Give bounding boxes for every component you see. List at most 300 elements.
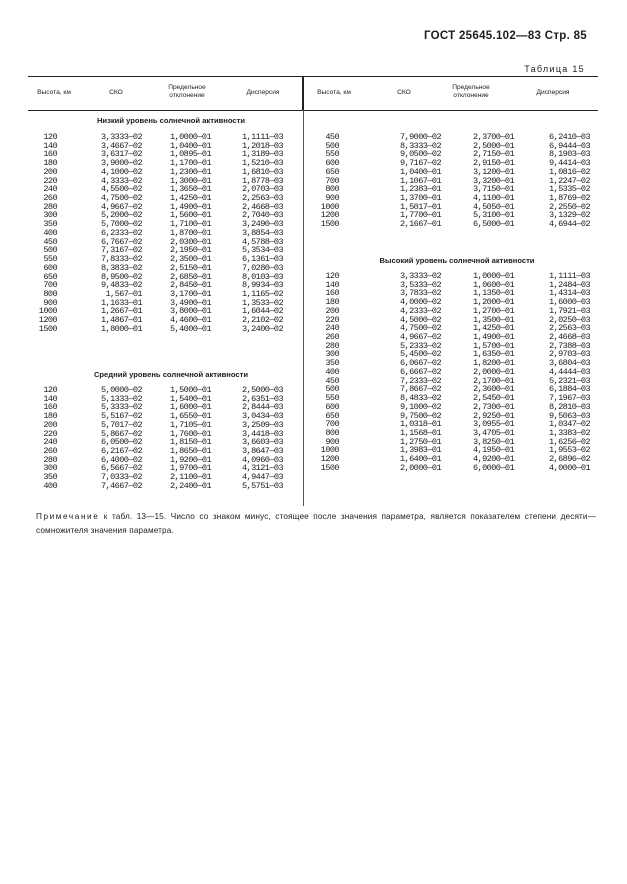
note-label: Примечание: [36, 512, 100, 521]
cell-sko: 4,5500—02: [100, 184, 142, 195]
cell-sko: 1,0400—01: [399, 166, 441, 177]
cell-dispersion: 3,1329—02: [548, 210, 590, 221]
cell-deviation: 1,3500—01: [472, 314, 514, 325]
cell-dispersion: 1,6256—02: [548, 436, 590, 447]
cell-deviation: 2,3500—01: [169, 254, 211, 265]
page-header: [424, 30, 587, 42]
cell-sko: 1,5017—01: [399, 201, 441, 212]
cell-dispersion: 5,5751—03: [241, 480, 283, 491]
cell-deviation: 1,8700—01: [169, 227, 211, 238]
cell-height: 700: [325, 175, 339, 186]
table-note: [36, 510, 596, 538]
cell-height: 240: [43, 437, 57, 448]
cell-sko: 7,2333—02: [399, 375, 441, 386]
cell-sko: 9,4833—02: [100, 280, 142, 291]
cell-deviation: 1,5600—01: [169, 210, 211, 221]
cell-deviation: 4,1950—01: [472, 445, 514, 456]
cell-height: 300: [43, 210, 57, 221]
cell-sko: 1,1633—01: [100, 297, 142, 308]
cell-sko: 4,9667—02: [100, 201, 142, 212]
cell-deviation: 2,5000—01: [472, 140, 514, 151]
cell-deviation: 1,6000—01: [169, 402, 211, 413]
cell-sko: 6,2167—02: [100, 446, 142, 457]
col-header-sko: СКО: [397, 89, 411, 96]
cell-height: 600: [325, 158, 339, 169]
cell-height: 1000: [38, 306, 57, 317]
cell-sko: 1,2383—01: [399, 184, 441, 195]
cell-dispersion: 2,6896—02: [548, 454, 590, 465]
cell-height: 900: [325, 193, 339, 204]
cell-sko: 1,6400—01: [399, 454, 441, 465]
cell-dispersion: 3,6603—03: [241, 437, 283, 448]
cell-deviation: 1,5700—01: [472, 340, 514, 351]
cell-deviation: 2,0000—01: [472, 366, 514, 377]
cell-height: 180: [43, 411, 57, 422]
cell-deviation: 3,1200—01: [472, 166, 514, 177]
cell-dispersion: 2,0250—03: [548, 314, 590, 325]
table-row: [303, 464, 603, 473]
cell-deviation: 3,0955—01: [472, 419, 514, 430]
cell-deviation: 4,9200—01: [472, 454, 514, 465]
cell-deviation: 4,5050—01: [472, 201, 514, 212]
cell-deviation: 3,4900—01: [169, 297, 211, 308]
cell-sko: 9,7500—02: [399, 410, 441, 421]
cell-dispersion: 3,8647—03: [241, 446, 283, 457]
cell-height: 800: [325, 427, 339, 438]
cell-deviation: 1,0895—01: [169, 149, 211, 160]
cell-sko: 1,1568—01: [399, 427, 441, 438]
cell-dispersion: 8,2810—03: [548, 401, 590, 412]
cell-height: 800: [325, 184, 339, 195]
cell-sko: 4,7500—02: [399, 323, 441, 334]
col-header-height: Высота, км: [317, 89, 351, 96]
cell-sko: 3,3333—02: [100, 132, 142, 142]
cell-sko: 1,4867—01: [100, 315, 142, 326]
cell-sko: 5,7017—02: [100, 419, 142, 430]
cell-dispersion: 1,8778—03: [241, 175, 283, 186]
cell-deviation: 3,8000—01: [169, 306, 211, 317]
col-header-sko: СКО: [109, 89, 123, 96]
section-title-high: Высокий уровень солнечной активности: [379, 256, 535, 265]
cell-height: 160: [43, 149, 57, 160]
cell-deviation: 1,0000—01: [169, 132, 211, 142]
cell-height: 180: [43, 158, 57, 169]
cell-dispersion: 4,9447—03: [241, 472, 283, 483]
cell-deviation: 2,6850—01: [169, 271, 211, 282]
cell-height: 700: [325, 419, 339, 430]
cell-dispersion: 1,0347—02: [548, 419, 590, 430]
cell-dispersion: 2,5000—03: [241, 385, 283, 395]
cell-sko: 6,0667—02: [399, 358, 441, 369]
cell-height: 1500: [38, 323, 57, 334]
cell-dispersion: 7,1967—03: [548, 393, 590, 404]
cell-sko: 2,0000—01: [399, 462, 441, 473]
cell-dispersion: 5,2321—03: [548, 375, 590, 386]
cell-dispersion: 1,6000—03: [548, 297, 590, 308]
cell-sko: 6,5667—02: [100, 463, 142, 474]
cell-height: 800: [43, 288, 57, 299]
cell-height: 200: [43, 419, 57, 430]
cell-deviation: 3,8250—01: [472, 436, 514, 447]
table-top-rule: [28, 76, 598, 77]
cell-sko: 3,6317—02: [100, 149, 142, 160]
cell-dispersion: 1,2018—03: [241, 140, 283, 151]
cell-height: 120: [325, 271, 339, 281]
cell-dispersion: 4,6944—02: [548, 219, 590, 230]
cell-sko: 9,0500—02: [399, 149, 441, 160]
cell-dispersion: 1,8769—02: [548, 193, 590, 204]
cell-dispersion: 6,9444—03: [548, 140, 590, 151]
table-row: [303, 220, 603, 229]
table-block-medium-right: [303, 133, 603, 229]
cell-dispersion: 1,1111—03: [548, 271, 590, 281]
cell-sko: 6,6667—02: [399, 366, 441, 377]
cell-deviation: 2,7300—01: [472, 401, 514, 412]
cell-sko: 1,3700—01: [399, 193, 441, 204]
cell-height: 280: [325, 340, 339, 351]
cell-dispersion: 4,0960—03: [241, 454, 283, 465]
cell-deviation: 3,1700—01: [169, 288, 211, 299]
cell-dispersion: 1,3189—03: [241, 149, 283, 160]
cell-deviation: 1,8650—01: [169, 446, 211, 457]
cell-dispersion: 5,3534—03: [241, 245, 283, 256]
cell-sko: 5,7000—02: [100, 219, 142, 230]
cell-deviation: 2,3600—01: [472, 384, 514, 395]
cell-sko: 7,3167—02: [100, 245, 142, 256]
table-block-low: [0, 133, 303, 334]
table-title: Таблица 15: [524, 64, 585, 74]
cell-sko: 1,567—01: [105, 288, 142, 299]
cell-sko: 7,0333—02: [100, 472, 142, 483]
cell-height: 550: [325, 149, 339, 160]
col-header-deviation: [152, 84, 222, 100]
cell-deviation: 1,7600—01: [169, 428, 211, 439]
cell-dispersion: 3,0434—03: [241, 411, 283, 422]
cell-height: 260: [43, 193, 57, 204]
cell-deviation: 1,2700—01: [472, 305, 514, 316]
cell-height: 220: [43, 175, 57, 186]
cell-sko: 7,9000—02: [399, 132, 441, 142]
cell-deviation: 2,5450—01: [472, 393, 514, 404]
cell-sko: 5,1333—02: [100, 393, 142, 404]
section-title-medium: Средний уровень солнечной активности: [93, 370, 249, 379]
cell-dispersion: 2,6351—03: [241, 393, 283, 404]
cell-dispersion: 4,4444—03: [548, 366, 590, 377]
cell-height: 650: [43, 271, 57, 282]
cell-deviation: 2,5150—01: [169, 262, 211, 273]
cell-height: 700: [43, 280, 57, 291]
col-header-deviation-line2: отклонение: [169, 92, 205, 99]
col-header-height: Высота, км: [37, 89, 71, 96]
cell-dispersion: 3,2400—02: [241, 323, 283, 334]
cell-height: 280: [43, 454, 57, 465]
cell-height: 1000: [320, 201, 339, 212]
cell-height: 400: [43, 480, 57, 491]
cell-height: 180: [325, 297, 339, 308]
cell-height: 140: [43, 393, 57, 404]
cell-dispersion: 9,4414—03: [548, 158, 590, 169]
cell-height: 300: [325, 349, 339, 360]
cell-deviation: 6,0000—01: [472, 462, 514, 473]
cell-dispersion: 8,1903—03: [548, 149, 590, 160]
cell-deviation: 6,5000—01: [472, 219, 514, 230]
cell-deviation: 1,2000—01: [472, 297, 514, 308]
cell-dispersion: 2,0703—03: [241, 184, 283, 195]
cell-height: 500: [325, 384, 339, 395]
cell-height: 550: [325, 393, 339, 404]
cell-deviation: 2,1100—01: [169, 472, 211, 483]
cell-height: 280: [43, 201, 57, 212]
cell-height: 240: [43, 184, 57, 195]
cell-dispersion: 8,9934—03: [241, 280, 283, 291]
cell-dispersion: 1,3533—02: [241, 297, 283, 308]
col-header-deviation-line1: Предельное: [452, 84, 490, 91]
cell-sko: 4,3333—02: [100, 175, 142, 186]
cell-deviation: 3,7150—01: [472, 184, 514, 195]
cell-deviation: 1,6350—01: [472, 349, 514, 360]
cell-sko: 7,8333—02: [100, 254, 142, 265]
cell-deviation: 1,6550—01: [169, 411, 211, 422]
cell-dispersion: 3,8854—03: [241, 227, 283, 238]
cell-dispersion: 1,5210—03: [241, 158, 283, 169]
cell-dispersion: 2,2102—02: [241, 315, 283, 326]
cell-dispersion: 1,1165—02: [241, 288, 283, 299]
cell-deviation: 1,8150—01: [169, 437, 211, 448]
cell-deviation: 2,1950—01: [169, 245, 211, 256]
cell-height: 900: [43, 297, 57, 308]
cell-deviation: 1,7105—01: [169, 419, 211, 430]
cell-height: 650: [325, 166, 339, 177]
cell-dispersion: 2,9703—03: [548, 349, 590, 360]
cell-deviation: 1,5400—01: [169, 393, 211, 404]
cell-height: 1000: [320, 445, 339, 456]
cell-deviation: 1,8200—01: [472, 358, 514, 369]
cell-dispersion: 2,8444—03: [241, 402, 283, 413]
cell-deviation: 1,0600—01: [472, 279, 514, 290]
cell-height: 600: [43, 262, 57, 273]
cell-sko: 6,2333—02: [100, 227, 142, 238]
standard-number: ГОСТ 25645.102—83: [423, 30, 542, 42]
cell-deviation: 1,4250—01: [169, 193, 211, 204]
cell-sko: 1,7700—01: [399, 210, 441, 221]
table-block-high: [303, 272, 603, 473]
cell-sko: 5,3333—02: [100, 402, 142, 413]
cell-dispersion: 3,2509—03: [241, 419, 283, 430]
cell-sko: 3,9000—02: [100, 158, 142, 169]
cell-dispersion: 9,5063—03: [548, 410, 590, 421]
cell-sko: 4,1000—02: [100, 166, 142, 177]
cell-height: 550: [43, 254, 57, 265]
cell-height: 650: [325, 410, 339, 421]
cell-sko: 1,1067—01: [399, 175, 441, 186]
cell-sko: 8,9500—02: [100, 271, 142, 282]
cell-dispersion: 6,1361—03: [241, 254, 283, 265]
cell-height: 120: [43, 132, 57, 142]
cell-height: 1500: [320, 462, 339, 473]
cell-dispersion: 2,7040—03: [241, 210, 283, 221]
cell-deviation: 2,0300—01: [169, 236, 211, 247]
cell-dispersion: 2,2563—03: [241, 193, 283, 204]
cell-dispersion: 2,4668—03: [241, 201, 283, 212]
cell-sko: 5,2333—02: [399, 340, 441, 351]
cell-deviation: 1,1350—01: [472, 288, 514, 299]
cell-deviation: 2,9250—01: [472, 410, 514, 421]
cell-deviation: 1,3650—01: [169, 184, 211, 195]
cell-height: 350: [325, 358, 339, 369]
cell-height: 450: [43, 236, 57, 247]
cell-height: 120: [43, 385, 57, 395]
cell-dispersion: 6,2410—03: [548, 132, 590, 142]
cell-height: 400: [325, 366, 339, 377]
cell-height: 240: [325, 323, 339, 334]
cell-height: 400: [43, 227, 57, 238]
cell-height: 350: [43, 219, 57, 230]
cell-dispersion: 1,9553—02: [548, 445, 590, 456]
cell-height: 220: [325, 314, 339, 325]
cell-sko: 1,0318—01: [399, 419, 441, 430]
cell-deviation: 1,7100—01: [169, 219, 211, 230]
cell-dispersion: 4,3121—03: [241, 463, 283, 474]
cell-dispersion: 4,0000—01: [548, 462, 590, 473]
note-text: к табл. 13—15. Число со знаком минус, стоящее после значения параметра, является показателем степени десяти—сомножителя значения параметра.: [36, 512, 596, 535]
cell-height: 500: [43, 245, 57, 256]
cell-height: 140: [325, 279, 339, 290]
cell-deviation: 1,3000—01: [169, 175, 211, 186]
cell-deviation: 2,7150—01: [472, 149, 514, 160]
cell-sko: 1,8000—01: [100, 323, 142, 334]
cell-sko: 6,4000—02: [100, 454, 142, 465]
cell-height: 1500: [320, 219, 339, 230]
cell-deviation: 2,3700—01: [472, 132, 514, 142]
cell-sko: 4,2333—02: [399, 305, 441, 316]
cell-dispersion: 7,0280—03: [241, 262, 283, 273]
cell-height: 450: [325, 132, 339, 142]
cell-sko: 7,8667—02: [399, 384, 441, 395]
cell-height: 450: [325, 375, 339, 386]
cell-height: 1200: [320, 210, 339, 221]
cell-height: 200: [325, 305, 339, 316]
table-header-rule: [28, 110, 598, 111]
cell-sko: 5,2000—02: [100, 210, 142, 221]
cell-dispersion: 4,5788—03: [241, 236, 283, 247]
cell-sko: 3,5333—02: [399, 279, 441, 290]
cell-dispersion: 1,4314—03: [548, 288, 590, 299]
cell-sko: 6,0500—02: [100, 437, 142, 448]
cell-deviation: 5,3100—01: [472, 210, 514, 221]
table-row: [0, 325, 303, 334]
cell-height: 300: [43, 463, 57, 474]
cell-deviation: 1,2300—01: [169, 166, 211, 177]
cell-sko: 7,4667—02: [100, 480, 142, 491]
cell-deviation: 3,3200—01: [472, 175, 514, 186]
cell-sko: 5,5167—02: [100, 411, 142, 422]
col-header-deviation-line2: отклонение: [453, 92, 489, 99]
cell-sko: 2,1667—01: [399, 219, 441, 230]
cell-dispersion: 1,2484—03: [548, 279, 590, 290]
page-number: Стр. 85: [544, 30, 587, 42]
cell-dispersion: 1,1111—03: [241, 132, 283, 142]
cell-dispersion: 3,2490—03: [241, 219, 283, 230]
cell-dispersion: 2,7388—03: [548, 340, 590, 351]
cell-dispersion: 1,2247—02: [548, 175, 590, 186]
cell-deviation: 2,9150—01: [472, 158, 514, 169]
cell-dispersion: 3,6804—03: [548, 358, 590, 369]
cell-deviation: 1,4900—01: [472, 332, 514, 343]
cell-dispersion: 1,3383—02: [548, 427, 590, 438]
col-header-dispersion: Дисперсия: [536, 89, 570, 96]
cell-sko: 1,2750—01: [399, 436, 441, 447]
cell-sko: 3,4667—02: [100, 140, 142, 151]
cell-sko: 4,7500—02: [100, 193, 142, 204]
cell-deviation: 1,4250—01: [472, 323, 514, 334]
cell-sko: 5,0000—02: [100, 385, 142, 395]
cell-dispersion: 2,4668—03: [548, 332, 590, 343]
cell-dispersion: 1,6044—02: [241, 306, 283, 317]
cell-deviation: 1,1700—01: [169, 158, 211, 169]
table-center-divider: [302, 76, 304, 110]
cell-height: 160: [325, 288, 339, 299]
cell-deviation: 1,5000—01: [169, 385, 211, 395]
cell-height: 260: [325, 332, 339, 343]
cell-dispersion: 2,2550—02: [548, 201, 590, 212]
cell-sko: 5,4500—02: [399, 349, 441, 360]
col-header-dispersion: Дисперсия: [246, 89, 280, 96]
cell-dispersion: 1,5335—02: [548, 184, 590, 195]
cell-sko: 6,7667—02: [100, 236, 142, 247]
cell-dispersion: 3,4418—03: [241, 428, 283, 439]
cell-sko: 8,3333—02: [399, 140, 441, 151]
col-header-deviation-line1: Предельное: [168, 84, 206, 91]
cell-dispersion: 1,7921—03: [548, 305, 590, 316]
cell-height: 1200: [38, 315, 57, 326]
cell-height: 350: [43, 472, 57, 483]
cell-sko: 9,1000—02: [399, 401, 441, 412]
cell-height: 160: [43, 402, 57, 413]
cell-deviation: 2,8450—01: [169, 280, 211, 291]
cell-height: 220: [43, 428, 57, 439]
cell-sko: 9,7167—02: [399, 158, 441, 169]
cell-sko: 8,3833—02: [100, 262, 142, 273]
cell-deviation: 2,2400—01: [169, 480, 211, 491]
table-row: [0, 482, 303, 491]
cell-deviation: 3,4705—01: [472, 427, 514, 438]
cell-deviation: 2,1700—01: [472, 375, 514, 386]
cell-dispersion: 6,1884—03: [548, 384, 590, 395]
cell-sko: 4,5000—02: [399, 314, 441, 325]
cell-sko: 4,9667—02: [399, 332, 441, 343]
cell-deviation: 1,9200—01: [169, 454, 211, 465]
cell-dispersion: 2,2563—03: [548, 323, 590, 334]
cell-deviation: 4,4600—01: [169, 315, 211, 326]
cell-height: 600: [325, 401, 339, 412]
cell-dispersion: 8,0103—03: [241, 271, 283, 282]
cell-dispersion: 1,6810—03: [241, 166, 283, 177]
cell-height: 900: [325, 436, 339, 447]
cell-sko: 3,7833—02: [399, 288, 441, 299]
cell-sko: 4,0000—02: [399, 297, 441, 308]
cell-height: 1200: [320, 454, 339, 465]
cell-height: 140: [43, 140, 57, 151]
cell-sko: 1,2667—01: [100, 306, 142, 317]
cell-sko: 3,3333—02: [399, 271, 441, 281]
section-title-low: Низкий уровень солнечной активности: [96, 116, 246, 125]
cell-deviation: 5,4000—01: [169, 323, 211, 334]
table-block-medium-left: [0, 386, 303, 491]
cell-height: 500: [325, 140, 339, 151]
cell-sko: 5,8667—02: [100, 428, 142, 439]
cell-deviation: 4,1100—01: [472, 193, 514, 204]
cell-height: 260: [43, 446, 57, 457]
